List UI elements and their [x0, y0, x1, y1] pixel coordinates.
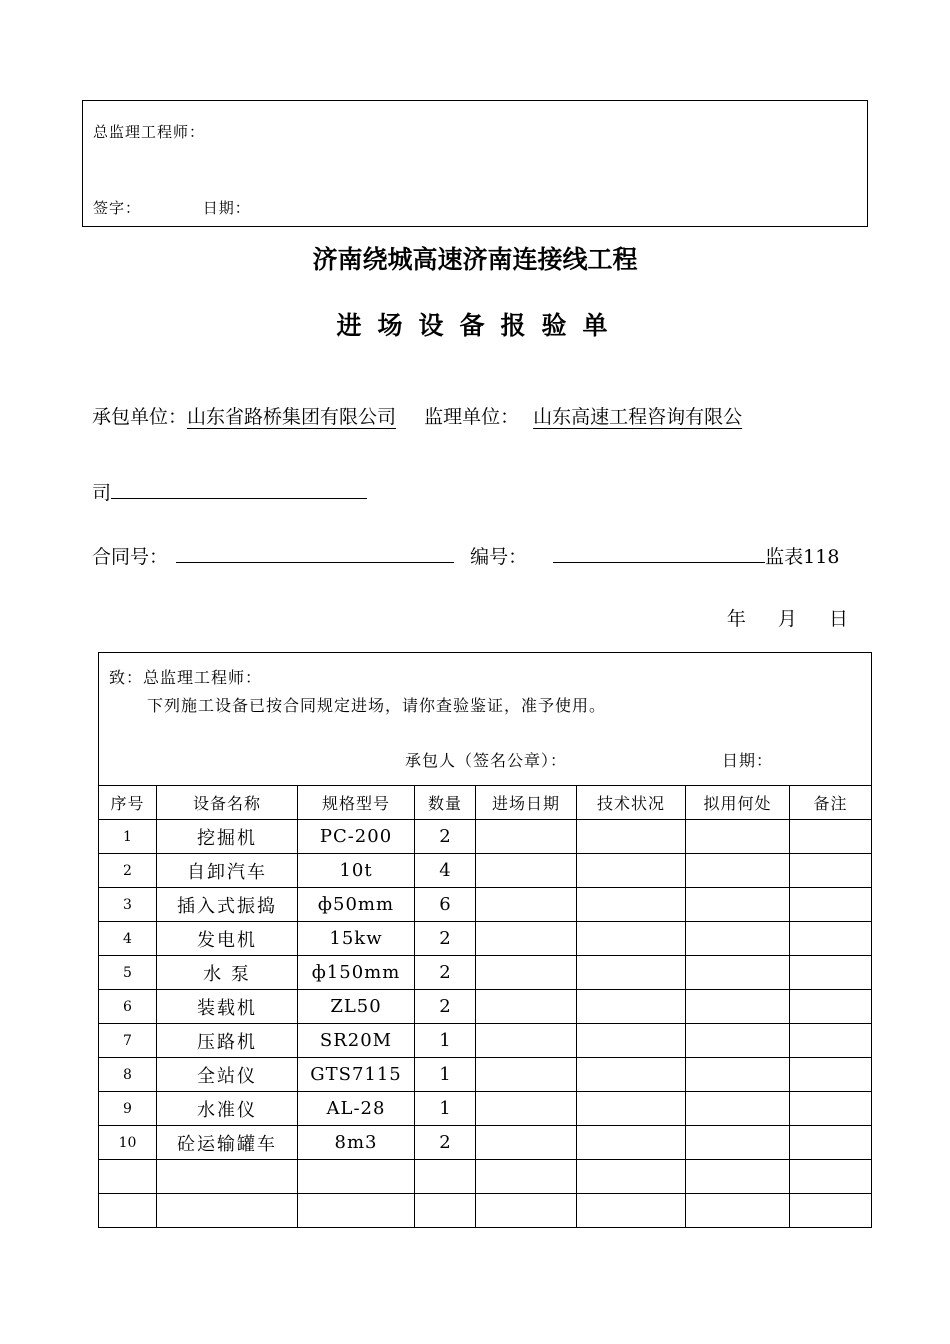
form-title: 进场设备报验单: [336, 311, 624, 340]
usage-location-cell[interactable]: [686, 1024, 790, 1058]
tech-status-cell[interactable]: [577, 820, 686, 854]
row-number: 3: [99, 888, 157, 922]
remarks-cell[interactable]: [790, 922, 872, 956]
equipment-name[interactable]: [157, 1194, 298, 1228]
equipment-name: 挖掘机: [157, 820, 298, 854]
equipment-spec: 10t: [298, 854, 415, 888]
equipment-qty: 4: [415, 854, 476, 888]
entry-date-cell[interactable]: [476, 888, 577, 922]
row-number: 9: [99, 1092, 157, 1126]
equipment-qty: 2: [415, 990, 476, 1024]
row-number: 1: [99, 820, 157, 854]
serial-no-field[interactable]: [553, 544, 765, 563]
row-number: 8: [99, 1058, 157, 1092]
equipment-spec: GTS7115: [298, 1058, 415, 1092]
table-row: [99, 956, 872, 990]
entry-date-cell[interactable]: [476, 990, 577, 1024]
table-row: [99, 854, 872, 888]
remarks-cell[interactable]: [790, 888, 872, 922]
usage-location-cell[interactable]: [686, 1058, 790, 1092]
tech-status-cell[interactable]: [577, 1126, 686, 1160]
serial-no-label: 编号：: [470, 546, 528, 568]
equipment-table: [98, 652, 872, 1228]
year-label: 年: [726, 608, 746, 630]
equipment-name: 自卸汽车: [157, 854, 298, 888]
tech-status-cell[interactable]: [577, 888, 686, 922]
usage-location-cell[interactable]: [686, 820, 790, 854]
equipment-spec: AL-28: [298, 1092, 415, 1126]
header-cell: 序号: [99, 786, 157, 820]
header-cell: 数量: [415, 786, 476, 820]
equipment-qty: 2: [415, 956, 476, 990]
usage-location-cell[interactable]: [686, 854, 790, 888]
entry-date-cell[interactable]: [476, 1126, 577, 1160]
supervisor-label: 监理单位：: [424, 406, 520, 428]
project-title: 济南绕城高速济南连接线工程: [312, 245, 638, 274]
equipment-name: 发电机: [157, 922, 298, 956]
header-row: [99, 786, 872, 820]
equipment-qty[interactable]: [415, 1194, 476, 1228]
header-cell: 备注: [790, 786, 872, 820]
row-number: 10: [99, 1126, 157, 1160]
entry-date-cell[interactable]: [476, 1194, 577, 1228]
equipment-qty: 1: [415, 1058, 476, 1092]
intro-signer: 承包人（签名公章）：: [405, 751, 568, 770]
tech-status-cell[interactable]: [577, 922, 686, 956]
equipment-spec: 8m3: [298, 1126, 415, 1160]
tech-status-cell[interactable]: [577, 990, 686, 1024]
intro-cell: [99, 653, 872, 786]
equipment-name: 砼运输罐车: [157, 1126, 298, 1160]
table-row: [99, 1160, 872, 1194]
remarks-cell[interactable]: [790, 1160, 872, 1194]
usage-location-cell[interactable]: [686, 990, 790, 1024]
supervisor-wrap-row: [92, 478, 367, 505]
tech-status-cell[interactable]: [577, 1058, 686, 1092]
row-number: 2: [99, 854, 157, 888]
header-cell: 技术状况: [577, 786, 686, 820]
row-number: 5: [99, 956, 157, 990]
table-row: [99, 1126, 872, 1160]
tech-status-cell[interactable]: [577, 1194, 686, 1228]
table-row: [99, 1194, 872, 1228]
tech-status-cell[interactable]: [577, 956, 686, 990]
supervisor-blank-line: [111, 480, 367, 499]
equipment-spec: ф50mm: [298, 888, 415, 922]
equipment-spec[interactable]: [298, 1160, 415, 1194]
equipment-qty: 2: [415, 1126, 476, 1160]
row-number: 6: [99, 990, 157, 1024]
intro-to: 致：总监理工程师：: [109, 668, 263, 687]
usage-location-cell[interactable]: [686, 922, 790, 956]
contract-no-label: 合同号：: [92, 546, 169, 568]
row-number[interactable]: [99, 1194, 157, 1228]
signature-line: [93, 197, 251, 218]
table-row: [99, 1024, 872, 1058]
table-row: [99, 1092, 872, 1126]
intro-row: [99, 653, 872, 786]
usage-location-cell[interactable]: [686, 1160, 790, 1194]
equipment-name: 压路机: [157, 1024, 298, 1058]
tech-status-cell[interactable]: [577, 854, 686, 888]
chief-engineer-signature-box: [82, 100, 868, 227]
header-cell: 拟用何处: [686, 786, 790, 820]
header-cell: 设备名称: [157, 786, 298, 820]
entry-date-cell[interactable]: [476, 820, 577, 854]
equipment-name: 插入式振捣: [157, 888, 298, 922]
table-row: [99, 820, 872, 854]
remarks-cell[interactable]: [790, 1092, 872, 1126]
supervisor-value-wrap: 司: [92, 482, 112, 504]
row-number: 4: [99, 922, 157, 956]
contractor-label: 承包单位：: [92, 406, 188, 428]
remarks-cell[interactable]: [790, 956, 872, 990]
table-row: [99, 1058, 872, 1092]
supervisor-value: 山东高速工程咨询有限公: [533, 406, 743, 428]
remarks-cell[interactable]: [790, 854, 872, 888]
equipment-spec: ZL50: [298, 990, 415, 1024]
contractor-value: 山东省路桥集团有限公司: [187, 406, 397, 428]
equipment-spec[interactable]: [298, 1194, 415, 1228]
remarks-cell[interactable]: [790, 1058, 872, 1092]
table-row: [99, 990, 872, 1024]
contract-row: [92, 542, 839, 569]
chief-engineer-label: 总监理工程师：: [93, 123, 206, 141]
equipment-qty: 6: [415, 888, 476, 922]
entry-date-cell[interactable]: [476, 854, 577, 888]
row-number[interactable]: [99, 1160, 157, 1194]
remarks-cell[interactable]: [790, 820, 872, 854]
units-row: [92, 402, 742, 429]
tech-status-cell[interactable]: [577, 1024, 686, 1058]
form-code: 监表118: [765, 546, 840, 568]
equipment-qty: 1: [415, 1024, 476, 1058]
tech-status-cell[interactable]: [577, 1160, 686, 1194]
entry-date-cell[interactable]: [476, 956, 577, 990]
header-cell: 规格型号: [298, 786, 415, 820]
table-row: [99, 922, 872, 956]
remarks-cell[interactable]: [790, 1024, 872, 1058]
equipment-spec: ф150mm: [298, 956, 415, 990]
remarks-cell[interactable]: [790, 1194, 872, 1228]
remarks-cell[interactable]: [790, 990, 872, 1024]
equipment-name: 水准仪: [157, 1092, 298, 1126]
equipment-qty: 2: [415, 820, 476, 854]
header-cell: 进场日期: [476, 786, 577, 820]
equipment-name: 全站仪: [157, 1058, 298, 1092]
usage-location-cell[interactable]: [686, 956, 790, 990]
entry-date-cell[interactable]: [476, 1160, 577, 1194]
usage-location-cell[interactable]: [686, 1092, 790, 1126]
entry-date-cell[interactable]: [476, 1058, 577, 1092]
usage-location-cell[interactable]: [686, 1126, 790, 1160]
equipment-qty: 2: [415, 922, 476, 956]
usage-location-cell[interactable]: [686, 888, 790, 922]
month-label: 月: [777, 608, 797, 630]
equipment-spec: PC-200: [298, 820, 415, 854]
equipment-spec: 15kw: [298, 922, 415, 956]
signature-label: 签字：: [93, 199, 142, 217]
usage-location-cell[interactable]: [686, 1194, 790, 1228]
equipment-name: 装载机: [157, 990, 298, 1024]
entry-date-cell[interactable]: [476, 922, 577, 956]
table-row: [99, 888, 872, 922]
equipment-name[interactable]: [157, 1160, 298, 1194]
form-date: [701, 604, 848, 631]
equipment-name: 水 泵: [157, 956, 298, 990]
intro-body: 下列施工设备已按合同规定进场，请你查验鉴证，准予使用。: [147, 696, 607, 715]
contract-no-field[interactable]: [176, 544, 454, 563]
tech-status-cell[interactable]: [577, 1092, 686, 1126]
day-label: 日: [828, 608, 848, 630]
intro-date: 日期：: [722, 751, 774, 770]
entry-date-cell[interactable]: [476, 1024, 577, 1058]
signature-date-label: 日期：: [202, 199, 251, 217]
equipment-spec: SR20M: [298, 1024, 415, 1058]
row-number: 7: [99, 1024, 157, 1058]
remarks-cell[interactable]: [790, 1126, 872, 1160]
entry-date-cell[interactable]: [476, 1092, 577, 1126]
equipment-qty[interactable]: [415, 1160, 476, 1194]
equipment-qty: 1: [415, 1092, 476, 1126]
